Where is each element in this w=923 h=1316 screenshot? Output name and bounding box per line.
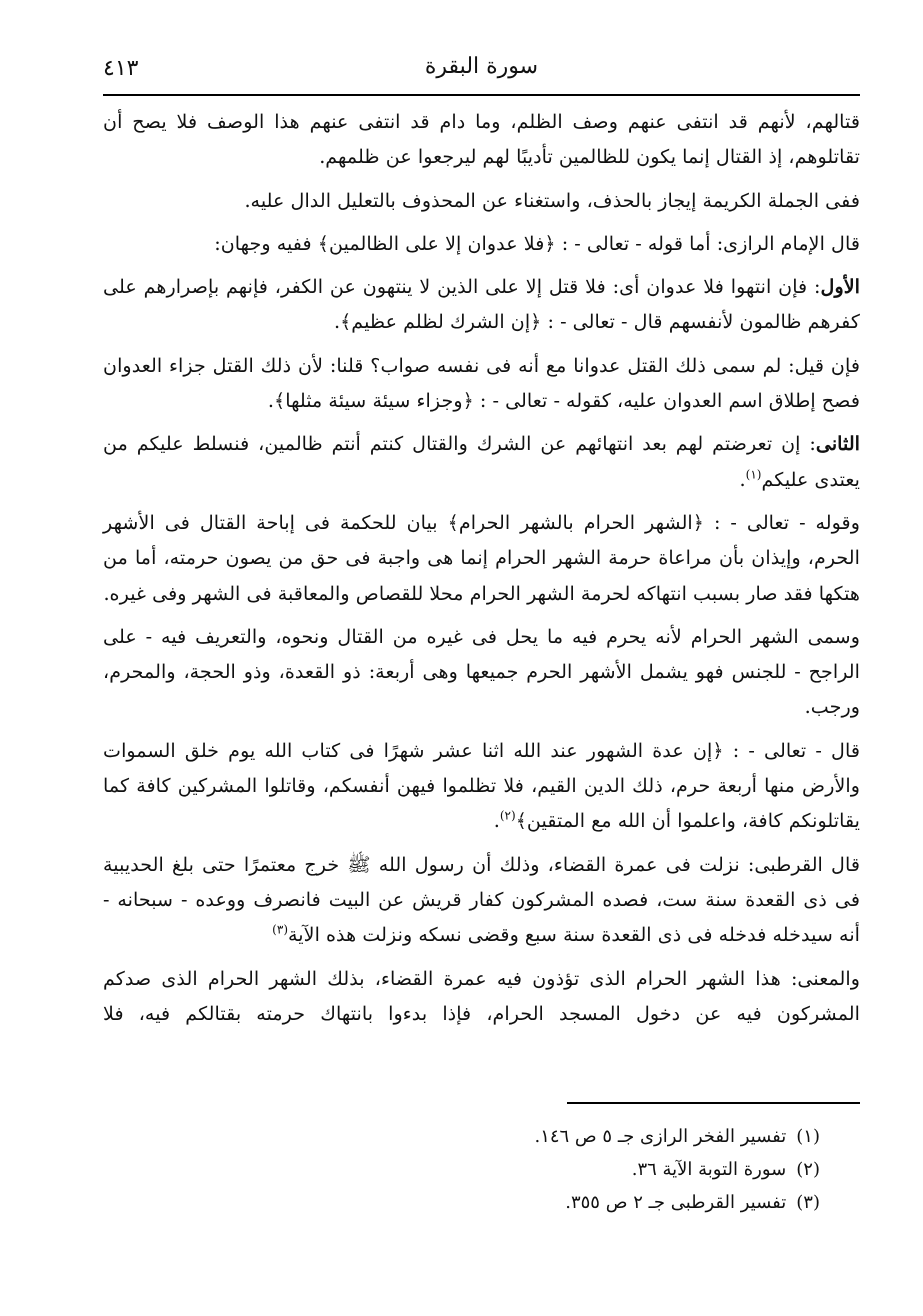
paragraph <box>103 104 860 175</box>
paragraph-text: قال الإمام الرازى: أما قوله - تعالى - : ﴿فلا عدوان إلا على الظالمين﴾ ففيه وجهان: <box>214 231 860 255</box>
footnote-number: (١) <box>796 1126 820 1147</box>
paragraph <box>103 426 860 497</box>
paragraph-lead: الأول <box>820 275 860 299</box>
paragraph <box>103 505 860 611</box>
footnote <box>103 1120 860 1153</box>
main-text <box>103 104 860 1039</box>
paragraph-text: والمعنى: هذا الشهر الحرام الذى تؤذون فيه عمرة القضاء، بذلك الشهر الحرام الذى صدكم المشركون فيه عن دخول المسجد الحرام، فإذا بدءوا بانتهاك حرمته بقتالكم فيه، فلا <box>103 966 860 1025</box>
paragraph <box>103 348 860 419</box>
paragraph-tail: . <box>493 809 500 833</box>
paragraph <box>103 269 860 340</box>
paragraph-text: وقوله - تعالى - : ﴿الشهر الحرام بالشهر الحرام﴾ بيان للحكمة فى إباحة القتال فى الأشهر الحرم، وإيذان بأن مراعاة حرمة الشهر الحرام إنما هى واجبة فى حق من يصون حرمته، أما من هتكها فقد صار بسبب انتهاكه لحرمة الشهر الحرام محلا للقصاص والمعاقبة فى الشهر وفى غيره. <box>103 510 860 605</box>
footnote-text: سورة التوبة الآية ٣٦. <box>631 1159 787 1180</box>
footnote-text: تفسير الفخر الرازى جـ ٥ ص ١٤٦. <box>534 1126 787 1147</box>
paragraph-text: وسمى الشهر الحرام لأنه يحرم فيه ما يحل فى غيره من القتال ونحوه، والتعريف فيه - على الراجح - للجنس فهو يشمل الأشهر الحرم جميعها وهى أربعة: ذو القعدة، وذو الحجة، والمحرم، ورجب. <box>103 624 860 719</box>
footnote-ref[interactable]: (١) <box>745 467 762 482</box>
paragraph <box>103 226 860 261</box>
running-header <box>103 52 860 92</box>
paragraph-tail: . <box>739 467 746 491</box>
footnote <box>103 1186 860 1219</box>
footnote-text: تفسير القرطبى جـ ٢ ص ٣٥٥. <box>565 1192 787 1213</box>
paragraph <box>103 183 860 218</box>
paragraph-text: : فإن انتهوا فلا عدوان أى: فلا قتل إلا على الذين لا ينتهون عن الكفر، فإنهم بإصرارهم على كفرهم ظالمون لأنفسهم قال - تعالى - : ﴿إن الشرك لظلم عظيم﴾. <box>103 275 860 334</box>
paragraph-text: قال - تعالى - : ﴿إن عدة الشهور عند الله اثنا عشر شهرًا فى كتاب الله يوم خلق السموات والأرض منها أربعة حرم، ذلك الدين القيم، فلا تظلموا فيهن أنفسكم، وقاتلوا المشركين كافة كما يقاتلونكم كافة، واعلموا أن الله مع المتقين﴾ <box>103 738 860 833</box>
footnote <box>103 1153 860 1186</box>
paragraph <box>103 619 860 725</box>
paragraph <box>103 733 860 839</box>
footnote-rule <box>567 1102 860 1104</box>
paragraph-text: ففى الجملة الكريمة إيجاز بالحذف، واستغناء عن المحذوف بالتعليل الدال عليه. <box>244 188 860 212</box>
footnotes <box>103 1120 860 1219</box>
footnote-ref[interactable]: (٣) <box>272 922 288 937</box>
paragraph <box>103 847 860 953</box>
paragraph-text: فإن قيل: لم سمى ذلك القتل عدوانا مع أنه فى نفسه صواب؟ قلنا: لأن ذلك القتل جزاء العدوان فصح إطلاق اسم العدوان عليه، كقوله - تعالى - : ﴿وجزاء سيئة سيئة مثلها﴾. <box>103 353 860 413</box>
surah-title: سورة البقرة <box>424 54 539 79</box>
paragraph-text: قتالهم، لأنهم قد انتفى عنهم وصف الظلم، وما دام قد انتفى عنهم هذا الوصف فلا يصح أن تقاتلوهم، إذ القتال إنما يكون للظالمين تأديبًا لهم ليرجعوا عن ظلمهم. <box>103 110 860 169</box>
footnote-ref[interactable]: (٢) <box>499 808 516 823</box>
paragraph-text: قال القرطبى: نزلت فى عمرة القضاء، وذلك أن رسول الله ﷺ خرج معتمرًا حتى بلغ الحديبية فى ذى القعدة سنة ست، فصده المشركون كفار قريش عن البيت فانصرف ووعده - سبحانه - أنه سيدخله فدخله فى ذى القعدة سنة سبع وقضى نسكه ونزلت هذه الآية <box>103 852 860 947</box>
paragraph-lead: الثانى <box>815 432 860 456</box>
footnote-number: (٢) <box>796 1159 820 1180</box>
paragraph-text: : إن تعرضتم لهم بعد انتهائهم عن الشرك والقتال كنتم أنتم ظالمين، فنسلط عليكم من يعتدى عليكم <box>103 432 860 491</box>
footnote-number: (٣) <box>796 1192 820 1213</box>
page-number: ٤١٣ <box>103 56 139 81</box>
paragraph <box>103 961 860 1032</box>
header-rule <box>103 94 860 96</box>
